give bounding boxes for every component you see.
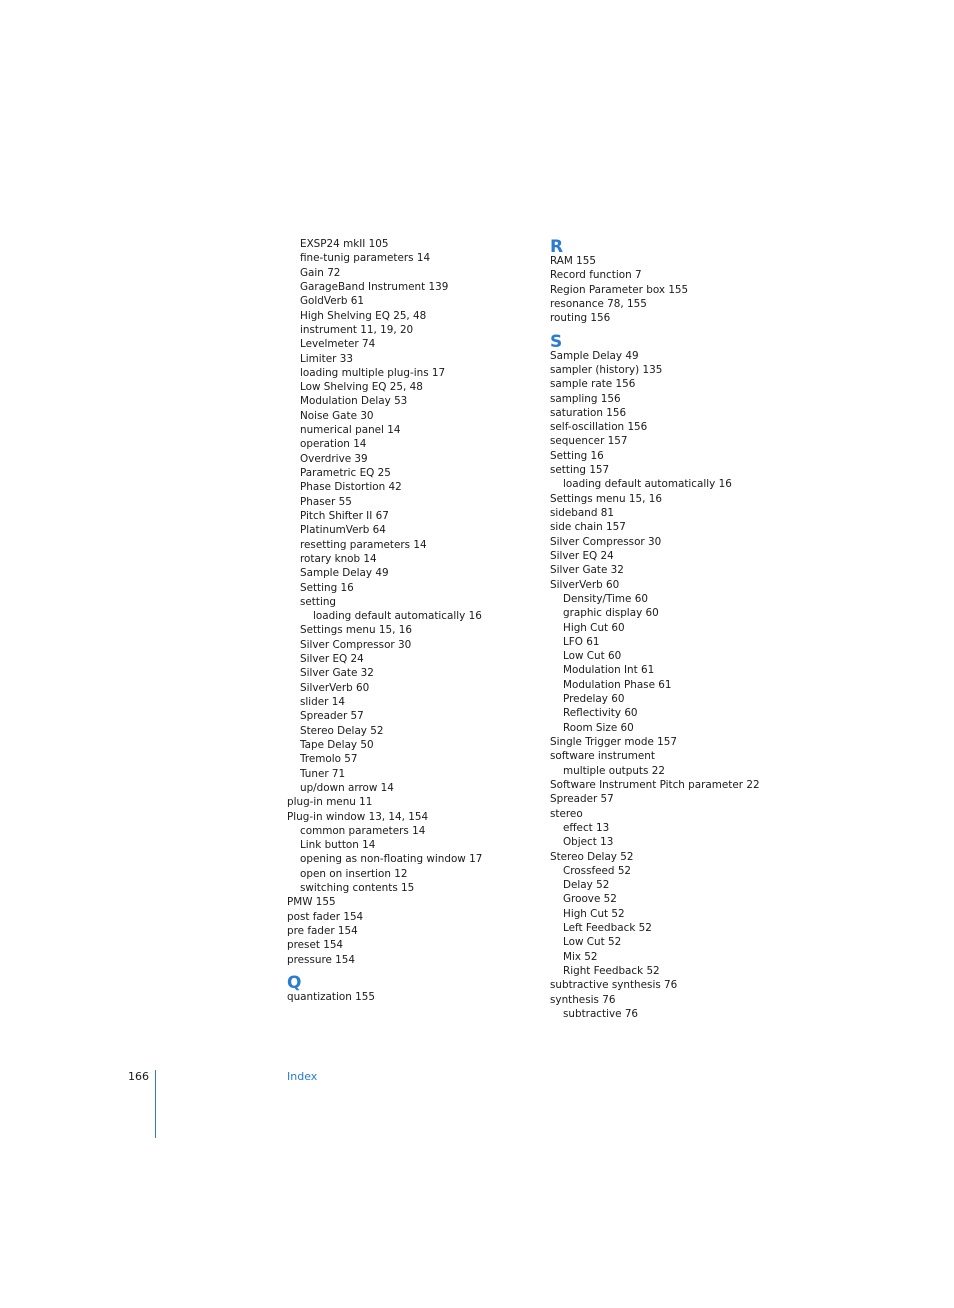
index-entry: Settings menu 15, 16 <box>550 492 662 505</box>
index-entry: PlatinumVerb 64 <box>300 524 386 537</box>
index-entry: pressure 154 <box>287 953 356 966</box>
index-entry: RAM 155 <box>550 255 597 267</box>
index-entry: Noise Gate 30 <box>300 409 374 422</box>
index-entry: High Cut 60 <box>563 621 625 634</box>
index-letter-heading: R <box>550 237 564 257</box>
index-entry: graphic display 60 <box>563 607 659 620</box>
index-entry: Spreader 57 <box>300 710 364 723</box>
index-entry: PMW 155 <box>287 896 336 909</box>
index-entry: Pitch Shifter II 67 <box>300 509 389 522</box>
index-entry: opening as non-floating window 17 <box>300 853 483 866</box>
index-entry: High Cut 52 <box>563 907 625 920</box>
index-entry: up/down arrow 14 <box>300 781 394 794</box>
index-entry: subtractive 76 <box>563 1007 639 1020</box>
index-entry: GarageBand Instrument 139 <box>300 280 449 293</box>
index-entry: common parameters 14 <box>300 824 426 837</box>
index-entry: Stereo Delay 52 <box>550 850 634 863</box>
index-entry: loading default automatically 16 <box>313 610 482 623</box>
index-entry: post fader 154 <box>287 910 364 923</box>
index-entry: Phase Distortion 42 <box>300 481 402 494</box>
index-entry: numerical panel 14 <box>300 424 401 437</box>
index-entry: synthesis 76 <box>550 993 616 1006</box>
index-entry: Low Cut 52 <box>563 936 622 949</box>
index-entry: sample rate 156 <box>550 378 636 391</box>
index-entry: Silver EQ 24 <box>550 549 614 562</box>
index-entry: Predelay 60 <box>563 693 625 706</box>
index-entry: Low Cut 60 <box>563 650 622 663</box>
index-entry: Room Size 60 <box>563 721 634 734</box>
index-entry: High Shelving EQ 25, 48 <box>300 309 427 322</box>
index-entry: Record function 7 <box>550 269 642 282</box>
index-entry: Low Shelving EQ 25, 48 <box>300 381 423 394</box>
index-column-left <box>287 237 527 1004</box>
index-entry: Tape Delay 50 <box>300 738 374 751</box>
index-entry: Software Instrument Pitch parameter 22 <box>550 778 760 791</box>
index-entry: resetting parameters 14 <box>300 538 427 551</box>
index-entry: Levelmeter 74 <box>300 338 376 351</box>
index-entry: sideband 81 <box>550 507 614 519</box>
page-number: 166 <box>128 1070 149 1083</box>
index-entry: instrument 11, 19, 20 <box>300 323 414 336</box>
index-entry: Silver Gate 32 <box>300 667 374 680</box>
index-entry: Tuner 71 <box>300 767 346 780</box>
index-entry: Sample Delay 49 <box>550 349 639 362</box>
index-entry: Object 13 <box>563 836 614 849</box>
index-entry: Crossfeed 52 <box>563 864 632 877</box>
index-entry: Silver Compressor 30 <box>300 638 412 651</box>
index-entry: SilverVerb 60 <box>550 578 620 591</box>
index-entry: Silver Compressor 30 <box>550 535 662 548</box>
index-entry: operation 14 <box>300 438 367 451</box>
index-entry: Phaser 55 <box>300 495 352 508</box>
footer-rule <box>155 1070 156 1138</box>
index-entry: Left Feedback 52 <box>563 922 652 935</box>
index-entry: effect 13 <box>563 821 610 834</box>
index-entry: subtractive synthesis 76 <box>550 979 678 992</box>
index-entry: sequencer 157 <box>550 435 628 448</box>
index-entry: pre fader 154 <box>287 925 358 937</box>
index-entry: side chain 157 <box>550 521 626 534</box>
index-entry: Setting 16 <box>550 449 604 462</box>
index-entry: Stereo Delay 52 <box>300 724 384 737</box>
index-entry: Groove 52 <box>563 893 617 906</box>
index-entry: Reflectivity 60 <box>563 707 638 720</box>
index-entry: multiple outputs 22 <box>563 764 665 777</box>
index-entry: Overdrive 39 <box>300 452 368 465</box>
index-entry: preset 154 <box>287 939 344 952</box>
index-entry: sampling 156 <box>550 392 621 405</box>
index-entry: Sample Delay 49 <box>300 567 389 580</box>
index-entry: stereo <box>550 807 583 820</box>
index-entry: loading multiple plug-ins 17 <box>300 366 446 379</box>
index-entry: fine-tunig parameters 14 <box>300 252 431 265</box>
index-entry: Density/Time 60 <box>563 592 648 605</box>
footer-section-label: Index <box>287 1070 318 1083</box>
index-entry: sampler (history) 135 <box>550 363 663 376</box>
index-entry: routing 156 <box>550 312 611 325</box>
index-letter-heading: Q <box>287 972 302 993</box>
index-entry: setting <box>300 595 337 608</box>
index-entry: resonance 78, 155 <box>550 297 647 310</box>
index-entry: plug-in menu 11 <box>287 796 373 809</box>
index-entry: LFO 61 <box>563 635 600 648</box>
index-entry: Delay 52 <box>563 879 610 892</box>
index-entry: Settings menu 15, 16 <box>300 624 412 637</box>
index-entry: Parametric EQ 25 <box>300 467 391 479</box>
index-entry: EXSP24 mkII 105 <box>300 238 389 250</box>
index-entry: Plug-in window 13, 14, 154 <box>287 810 429 823</box>
index-entry: Region Parameter box 155 <box>550 283 689 296</box>
index-entry: switching contents 15 <box>300 882 415 895</box>
index-entry: Gain 72 <box>300 266 341 279</box>
index-letter-heading: S <box>550 331 563 352</box>
index-entry: Tremolo 57 <box>300 753 358 766</box>
index-entry: self-oscillation 156 <box>550 421 648 434</box>
index-entry: Mix 52 <box>563 950 598 963</box>
index-entry: Silver EQ 24 <box>300 653 364 666</box>
index-entry: Modulation Int 61 <box>563 664 655 677</box>
index-entry: setting 157 <box>550 464 610 477</box>
index-entry: software instrument <box>550 750 655 763</box>
index-entry: saturation 156 <box>550 406 627 419</box>
index-entry: open on insertion 12 <box>300 867 408 880</box>
index-entry: Single Trigger mode 157 <box>550 736 677 748</box>
index-entry: Silver Gate 32 <box>550 564 624 577</box>
index-entry: Limiter 33 <box>300 352 353 365</box>
index-entry: rotary knob 14 <box>300 552 377 565</box>
index-entry: Link button 14 <box>300 839 376 852</box>
index-entry: Modulation Phase 61 <box>563 678 672 691</box>
index-entry: GoldVerb 61 <box>300 295 364 308</box>
index-entry: Spreader 57 <box>550 793 614 806</box>
index-entry: loading default automatically 16 <box>563 478 732 491</box>
index-entry: Modulation Delay 53 <box>300 395 408 408</box>
index-column-right <box>550 237 810 1021</box>
index-entry: SilverVerb 60 <box>300 681 370 694</box>
index-entry: Right Feedback 52 <box>563 965 660 977</box>
index-entry: slider 14 <box>300 696 345 708</box>
index-entry: Setting 16 <box>300 581 354 594</box>
index-entry: quantization 155 <box>287 990 375 1003</box>
